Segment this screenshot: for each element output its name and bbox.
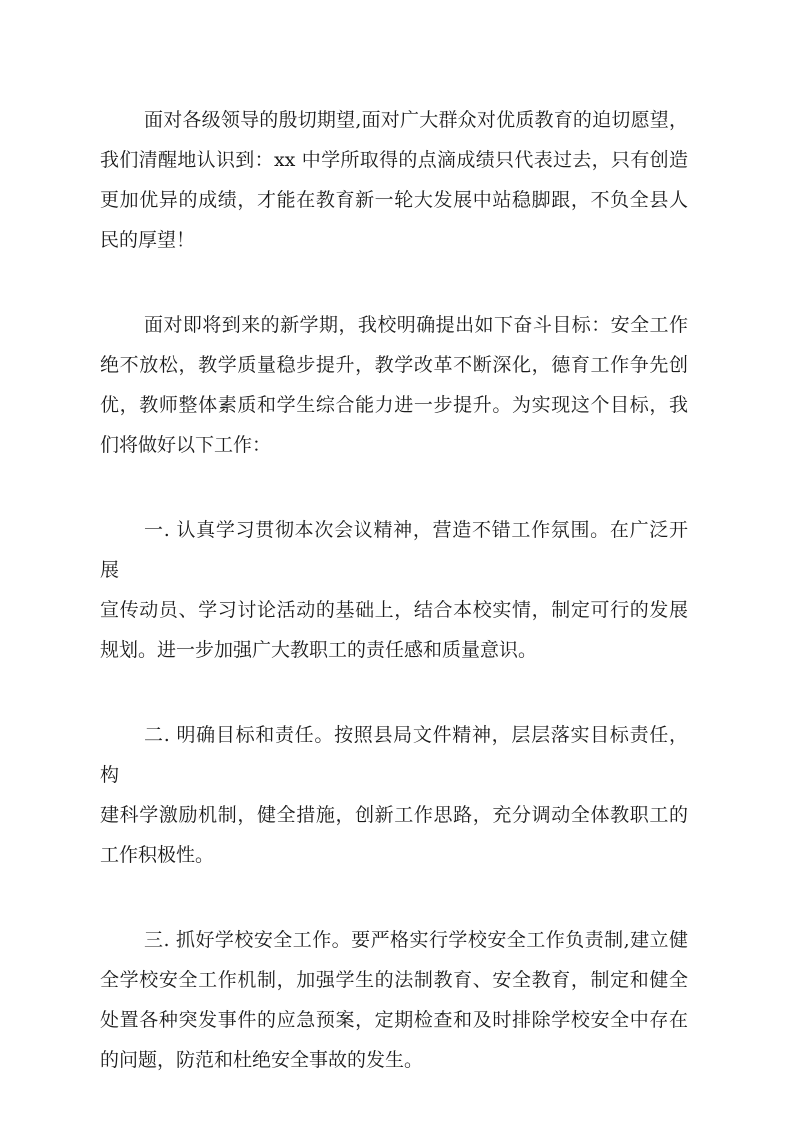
text-line: 民的厚望！ <box>100 229 196 251</box>
paragraph-1 <box>100 100 688 260</box>
paragraph-4 <box>100 715 688 875</box>
paragraph-3 <box>100 510 688 670</box>
paragraph-2 <box>100 305 688 465</box>
text-line: 面对即将到来的新学期，我校明确提出如下奋斗目标：安全工作 <box>144 314 688 336</box>
text-line: 优，教师整体素质和学生综合能力进一步提升。为实现这个目标，我 <box>100 394 688 416</box>
text-line: 工作积极性。 <box>100 844 215 866</box>
text-line: 建科学激励机制，健全措施，创新工作思路，充分调动全体教职工的 <box>100 804 688 826</box>
text-line: 面对各级领导的殷切期望,面对广大群众对优质教育的迫切愿望， <box>144 109 688 131</box>
text-line: 的问题，防范和杜绝安全事故的发生。 <box>100 1049 424 1071</box>
text-line: 三. 抓好学校安全工作。要严格实行学校安全工作负责制,建立健 <box>144 929 688 951</box>
text-line: 宣传动员、学习讨论活动的基础上，结合本校实情，制定可行的发展 <box>100 599 688 621</box>
text-line: 们将做好以下工作： <box>100 434 272 456</box>
text-line: 二. 明确目标和责任。按照县局文件精神，层层落实目标责任，构 <box>100 724 688 786</box>
text-line: 我们清醒地认识到：xx 中学所取得的点滴成绩只代表过去，只有创造 <box>100 149 688 171</box>
text-line: 处置各种突发事件的应急预案，定期检查和及时排除学校安全中存在 <box>100 1009 688 1031</box>
document-body <box>100 100 688 1080</box>
text-line: 规划。进一步加强广大教职工的责任感和质量意识。 <box>100 639 538 661</box>
text-line: 一. 认真学习贯彻本次会议精神，营造不错工作氛围。在广泛开展 <box>100 519 688 581</box>
text-line: 绝不放松，教学质量稳步提升，教学改革不断深化，德育工作争先创 <box>100 354 688 376</box>
paragraph-5 <box>100 920 688 1080</box>
text-line: 全学校安全工作机制，加强学生的法制教育、安全教育，制定和健全 <box>100 969 688 991</box>
text-line: 更加优异的成绩，才能在教育新一轮大发展中站稳脚跟，不负全县人 <box>100 189 688 211</box>
